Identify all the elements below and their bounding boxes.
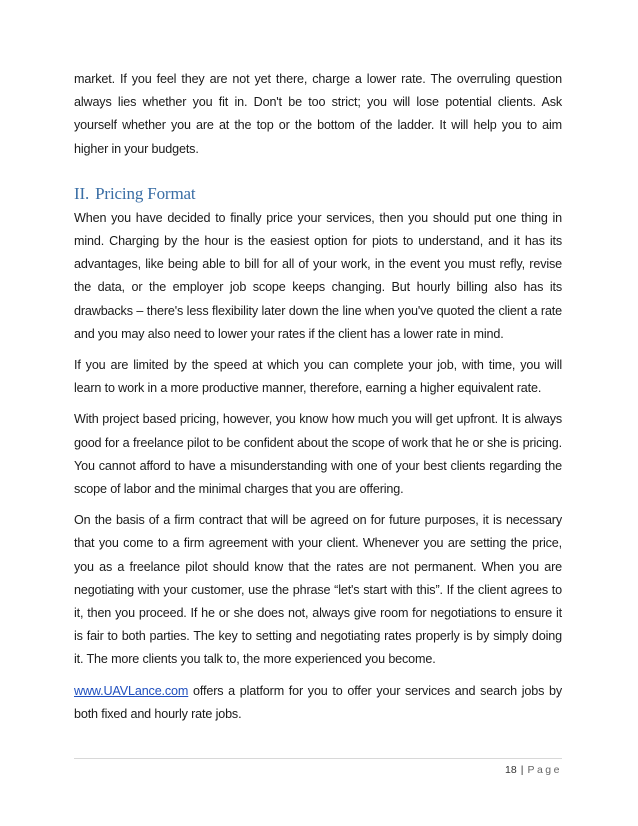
section-number: II.: [74, 183, 90, 203]
section-title: Pricing Format: [95, 183, 196, 203]
paragraph-speed: If you are limited by the speed at which you can complete your job, with time, you will learn to work in a more productive manner, therefore, earning a higher equivalent rate.: [74, 358, 562, 396]
uavlance-link[interactable]: www.UAVLance.com: [74, 683, 189, 698]
page-number: 18: [505, 764, 517, 776]
closing-text: offers a platform for you to offer your services and search jobs by both fixed and hourly rate jobs.: [74, 683, 562, 721]
section-heading: [74, 183, 562, 205]
paragraph-hourly-pricing: When you have decided to finally price your services, then you should put one thing in mind. Charging by the hour is the easiest option for piots to understand, and it has its advantages, like being able to bill for all of your work, in the event you must refly, revise the data, or the employer job scope keeps changing. But hourly billing also has its drawbacks – there's less flexibility later down the line when you've quoted the client a rate and you may also need to lower your rates if the client has a lower rate in mind.: [74, 210, 562, 341]
intro-paragraph: market. If you feel they are not yet there, charge a lower rate. The overruling question always lies whether you fit in. Don't be too strict; you will lose potential clients. Ask yourself whether you are at the top or the bottom of the ladder. It will help you to aim higher in your budgets.: [74, 72, 562, 156]
paragraph-project-pricing: With project based pricing, however, you know how much you will get upfront. It is always good for a freelance pilot to be confident about the scope of work that he or she is pricing. You cannot afford to have a misunderstanding with one of your best clients regarding the scope of labor and the minimal charges that you are offering.: [74, 412, 562, 497]
footer-divider: [74, 758, 562, 759]
page-footer: [505, 764, 562, 776]
footer-separator: |: [520, 764, 524, 776]
page-label: Page: [527, 764, 562, 776]
page-content: [74, 68, 562, 734]
paragraph-firm-contract: On the basis of a firm contract that will be agreed on for future purposes, it is necessary that you come to a firm agreement with your client. Whenever you are setting the price, you as a freelance pilot should know that the rates are not permanent. When you are negotiating with your customer, use the phrase “let's start with this”. If the client agrees to it, then you proceed. If he or she does not, always give room for negotiations to ensure it is fair to both parties. The key to setting and negotiating rates properly is by simply doing it. The more clients you talk to, the more experienced you become.: [74, 513, 562, 667]
closing-paragraph: [74, 680, 562, 726]
